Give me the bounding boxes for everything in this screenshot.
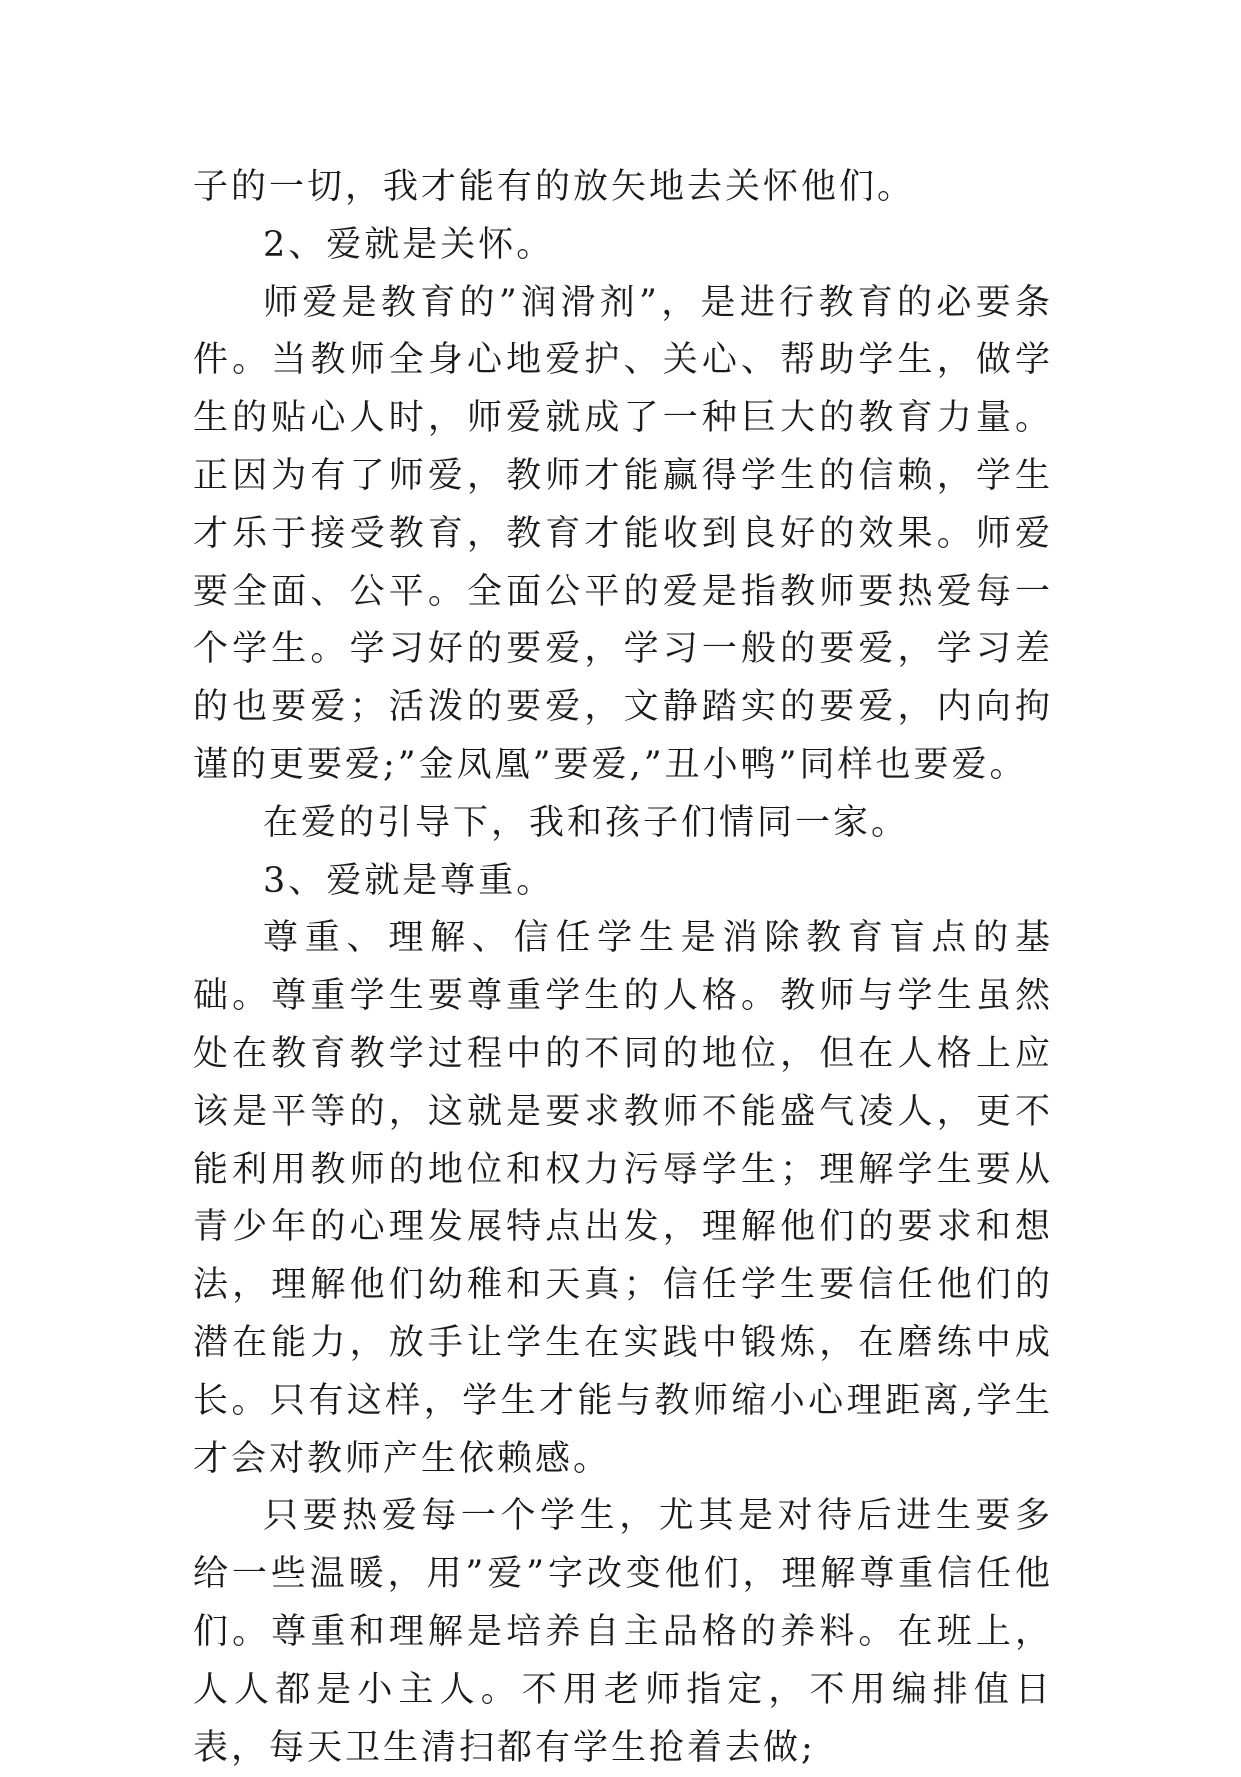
- paragraph-guidance: 在爱的引导下，我和孩子们情同一家。: [263, 802, 910, 843]
- paragraph-teacher-love: 师爱是教育的”润滑剂”，是进行教育的必要条件。当教师全身心地爱护、关心、帮助学生，做学生的贴心人时，师爱就成了一种巨大的教育力量。正因为有了师爱，教师才能赢得学生的信赖，学生才乐于接受教育，教育才能收到良好的效果。师爱要全面、公平。全面公平的爱是指教师要热爱每一个学生。学习好的要爱，学习一般的要爱，学习差的也要爱；活泼的要爱，文静踏实的要爱，内向拘谨的更要爱;”金凤凰”要爱,”丑小鸭”同样也要爱。: [193, 282, 1053, 785]
- paragraph-respect: 尊重、理解、信任学生是消除教育盲点的基础。尊重学生要尊重学生的人格。教师与学生虽然处在教育教学过程中的不同的地位，但在人格上应该是平等的，这就是要求教师不能盛气凌人，更不能利用教师的地位和权力污辱学生；理解学生要从青少年的心理发展特点出发，理解他们的要求和想法，理解他们幼稚和天真；信任学生要信任他们的潜在能力，放手让学生在实践中锻炼，在磨练中成长。只有这样，学生才能与教师缩小心理距离,学生才会对教师产生依赖感。: [193, 918, 1053, 1479]
- paragraph-love-every-student: 只要热爱每一个学生，尤其是对待后进生要多给一些温暖，用”爱”字改变他们，理解尊重信任他们。尊重和理解是培养自主品格的养料。在班上，人人都是小主人。不用老师指定，不用编排值日表，每天卫生清扫都有学生抢着去做;: [193, 1496, 1053, 1768]
- section-heading-care: 2、爱就是关怀。: [263, 224, 555, 265]
- section-heading-respect: 3、爱就是尊重。: [263, 860, 555, 901]
- document-body: [193, 159, 1053, 1777]
- paragraph-continuation: 子的一切，我才能有的放矢地去关怀他们。: [193, 167, 916, 207]
